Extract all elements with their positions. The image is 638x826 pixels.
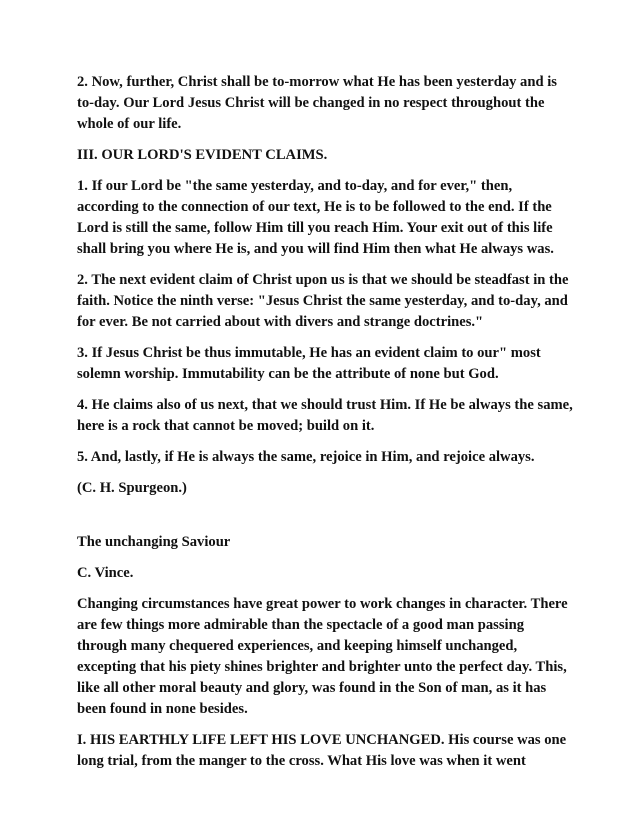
paragraph-claim-5: 5. And, lastly, if He is always the same, rejoice in Him, and rejoice always. — [77, 449, 535, 465]
paragraph-point-2-unchanged: 2. Now, further, Christ shall be to-morrow what He has been yesterday and is to-day. Our Lord Jesus Christ will be changed in no respect throughout the whole of our life. — [77, 74, 557, 132]
paragraph-claim-1: 1. If our Lord be "the same yesterday, and to-day, and for ever," then, according to the connection of our text, He is to be followed to the end. If the Lord is still the same, follow Him till you reach Him. Your exit out of this life shall bring you where He is, and you will find Him then what He always was. — [77, 178, 554, 257]
paragraph-earthly-life: I. HIS EARTHLY LIFE LEFT HIS LOVE UNCHANGED. His course was one long trial, from the manger to the cross. What His love was when it went — [77, 732, 567, 769]
attribution-spurgeon: (C. H. Spurgeon.) — [77, 480, 187, 496]
paragraph-claim-2: 2. The next evident claim of Christ upon us is that we should be steadfast in the faith. Notice the ninth verse: "Jesus Christ the same yesterday, and to-day, and for ever. Be not carried about with divers and strange doctrines." — [77, 272, 569, 330]
document-page — [77, 72, 577, 782]
paragraph-claim-3: 3. If Jesus Christ be thus immutable, He has an evident claim to our" most solemn worship. Immutability can be the attribute of none but God. — [77, 345, 541, 382]
author-vince: C. Vince. — [77, 565, 134, 581]
section-title-unchanging-saviour: The unchanging Saviour — [77, 534, 231, 550]
paragraph-claim-4: 4. He claims also of us next, that we should trust Him. If He be always the same, here is a rock that cannot be moved; build on it. — [77, 397, 573, 434]
paragraph-changing-circumstances: Changing circumstances have great power to work changes in character. There are few things more admirable than the spectacle of a good man passing through many chequered experiences, and keeping himself unchanged, excepting that his piety shines brighter and brighter unto the perfect day. This, like all other moral beauty and glory, was found in the Son of man, as it has been found in none besides. — [77, 596, 568, 717]
section-heading-evident-claims: III. OUR LORD'S EVIDENT CLAIMS. — [77, 147, 328, 163]
